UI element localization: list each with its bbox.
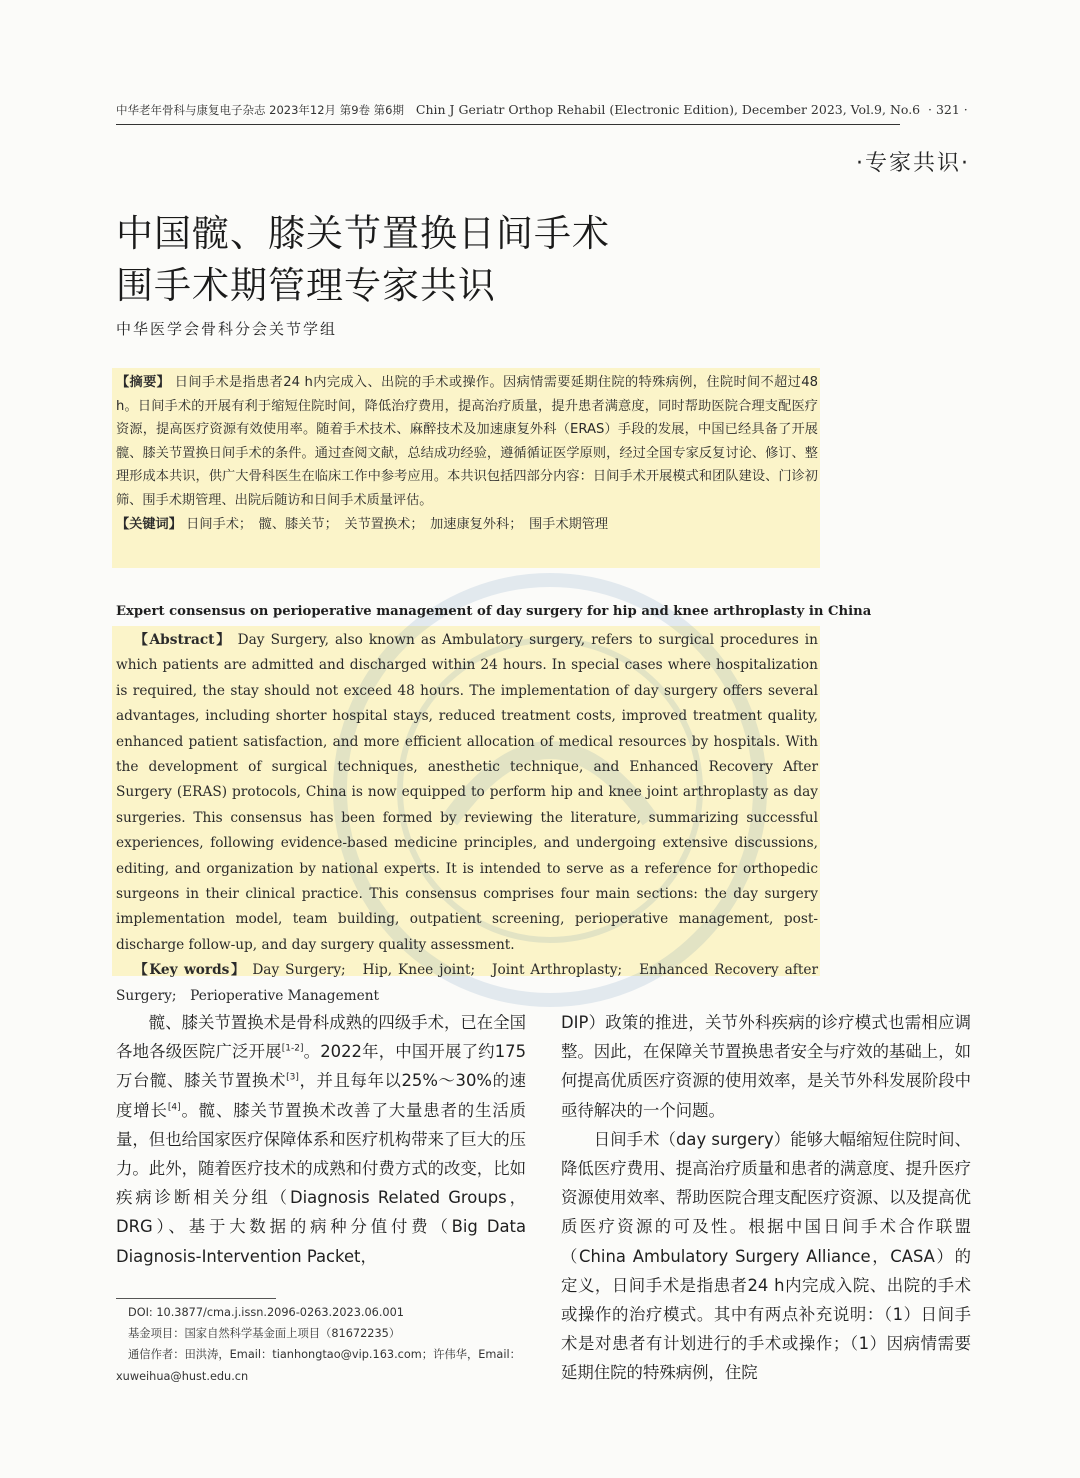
body-left-column [116,1008,526,1271]
en-abstract-tag: 【Abstract】 [134,632,232,648]
body-paragraph: DIP）政策的推进，关节外科疾病的诊疗模式也需相应调整。因此，在保障关节置换患者安全与疗效的基础上，如何提高优质医疗资源的使用效率，是关节外科发展阶段中亟待解决的一个问题。 [561,1013,971,1120]
body-paragraph: 日间手术（day surgery）能够大幅缩短住院时间、降低医疗费用、提高治疗质量和患者的满意度、提升医疗资源使用效率、帮助医院合理支配医疗资源、以及提高优质医疗资源的可及性。根据中国日间手术合作联盟（China Ambulatory Surgery Alliance，CASA）的定义，日间手术是指患者24 h内完成入院、出院的手术或操作的治疗模式。其中有两点补充说明：（1）日间手术是对患者有计划进行的手术或操作；（1）因病情需要延期住院的特殊病例，住院 [561,1129,971,1383]
cn-keywords [116,513,818,537]
citation[interactable]: [1-2] [281,1043,304,1054]
en-keywords-text: Day Surgery; Hip, Knee joint; Joint Arthroplasty; Enhanced Recovery after Surgery; Perioperative Management [116,962,818,1004]
footnote-doi: DOI: 10.3877/cma.j.issn.2096-0263.2023.06.001 [128,1306,404,1319]
header-rule [116,124,900,125]
footnote-rule [116,1298,276,1299]
citation[interactable]: [4] [167,1102,181,1113]
body-paragraph [116,1008,526,1271]
journal-name-en: Chin J Geriatr Orthop Rehabil (Electronic Edition), December 2023, Vol.9, No.6 [415,102,921,117]
english-title: Expert consensus on perioperative management of day surgery for hip and knee arthroplasty in China [116,604,872,619]
author-group: 中华医学会骨科分会关节学组 [116,320,338,338]
footnote-corresponding: 通信作者：田洪涛，Email：tianhongtao@vip.163.com；许伟华，Email： [128,1348,521,1362]
cn-abstract-text: 日间手术是指患者24 h内完成入、出院的手术或操作。因病情需要延期住院的特殊病例，住院时间不超过48 h。日间手术的开展有利于缩短住院时间，降低治疗费用，提高治疗质量，提升患者满意度，同时帮助医院合理支配医疗资源，提高医疗资源有效使用率。随着手术技术、麻醉技术及加速康复外科（ERAS）手段的发展，中国已经具备了开展髋、膝关节置换日间手术的条件。通过查阅文献，总结成功经验，遵循循证医学原则，经过全国专家反复讨论、修订、整理形成本共识，供广大骨科医生在临床工作中参考应用。本共识包括四部分内容：日间手术开展模式和团队建设、门诊初筛、围手术期管理、出院后随访和日间手术质量评估。 [116,375,818,508]
body-text: 。2022年，中国开展了约175万台髋、膝关节置换术 [116,1042,527,1091]
section-label: ·专家共识· [856,151,970,176]
body-right-column [561,1008,971,1388]
article-title [116,208,610,312]
cn-abstract-tag: 【摘要】 [116,375,171,390]
en-abstract [116,628,818,1009]
title-line-2: 围手术期管理专家共识 [116,264,496,307]
en-keywords-tag: 【Key words】 [133,962,247,979]
en-keywords [116,958,818,1009]
body-text: 。髋、膝关节置换术改善了大量患者的生活质量，但也给国家医疗保障体系和医疗机构带来了巨大的压力。此外，随着医疗技术的成熟和付费方式的改变，比如疾病诊断相关分组（Diagnosis Related Groups，DRG）、基于大数据的病种分值付费（Big Data Diagnosis-Intervention Packet， [116,1100,527,1266]
footnote-corresponding-cont: xuweihua@hust.edu.cn [116,1369,249,1383]
journal-name-cn: 中华老年骨科与康复电子杂志 2023年12月 第9卷 第6期 [116,103,404,117]
cn-keywords-text: 日间手术； 髋、膝关节； 关节置换术； 加速康复外科； 围手术期管理 [186,516,609,532]
footnotes [116,1302,534,1387]
running-header [116,102,976,118]
citation[interactable]: [3] [286,1072,299,1083]
body-text: 髋、膝关节置换术是骨科成熟的四级手术，已在全国各地各级医院广泛开展 [116,1013,526,1062]
title-line-1: 中国髋、膝关节置换日间手术 [116,212,610,255]
page-number: · 321 · [928,102,968,117]
footnote-funding: 基金项目：国家自然科学基金面上项目（81672235） [128,1327,401,1341]
body-text: ，并且每年以25%～30%的速度增长 [116,1071,526,1120]
cn-abstract [116,371,818,536]
cn-keywords-tag: 【关键词】 [116,516,182,532]
en-abstract-text: Day Surgery, also known as Ambulatory surgery, refers to surgical procedures in which patients are admitted and discharged within 24 hours. In special cases where hospitalization is required, the stay should not exceed 48 hours. The implementation of day surgery offers several advantages, including shorter hospital stays, reduced treatment costs, improved treatment quality, enhanced patient satisfaction, and more efficient allocation of medical resources by hospitals. With the development of surgical techniques, anesthetic technique, and Enhanced Recovery After Surgery (ERAS) protocols, China is now equipped to perform hip and knee joint arthroplasty as day surgeries. This consensus has been formed by reviewing the literature, summarizing successful experiences, following evidence-based medicine principles, and undergoing extensive discussions, editing, and organization by national experts. It is intended to serve as a reference for orthopedic surgeons in their clinical practice. This consensus comprises four main sections: the day surgery implementation model, team building, outpatient screening, perioperative management, post-discharge follow-up, and day surgery quality assessment. [116,632,818,953]
